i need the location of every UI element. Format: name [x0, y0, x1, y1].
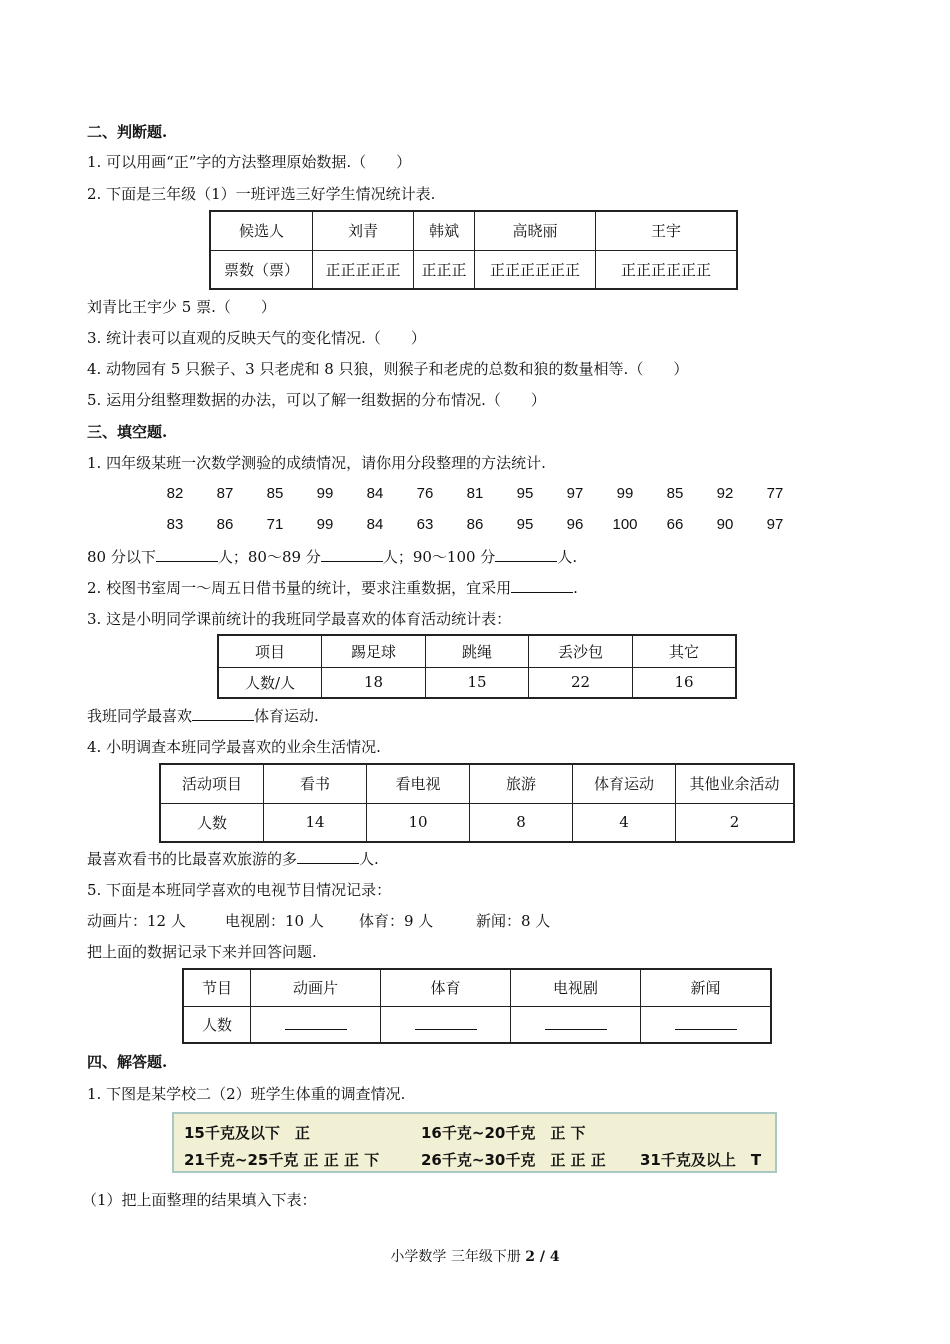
- score: 84: [366, 516, 384, 533]
- footer-text: 小学数学 三年级下册: [390, 1249, 526, 1265]
- table-cell: 正正正正正正: [475, 250, 596, 289]
- table-cell: 动画片: [251, 969, 381, 1006]
- section-3-title: 三、填空题.: [87, 423, 168, 441]
- table-cell: 22: [529, 667, 633, 698]
- score: 99: [316, 516, 334, 533]
- answer-blank[interactable]: [675, 1015, 737, 1030]
- score: 100: [612, 516, 638, 533]
- question-3-1-fill: [87, 547, 577, 567]
- answer-blank[interactable]: [545, 1015, 607, 1030]
- table-cell: 旅游: [470, 764, 573, 803]
- scores-row-1: [150, 485, 800, 502]
- table-cell: 4: [573, 803, 676, 842]
- score: 86: [216, 516, 234, 533]
- table-cell: 10: [367, 803, 470, 842]
- table-cell: 正正正正正正: [596, 250, 738, 289]
- score: 86: [466, 516, 484, 533]
- table-cell: 16: [633, 667, 737, 698]
- fill-text: 人.: [557, 548, 578, 566]
- table-cell: 体育运动: [573, 764, 676, 803]
- tally-item: 31千克及以上 T: [640, 1151, 762, 1169]
- score: 85: [666, 485, 684, 502]
- table-cell: 人数/人: [218, 667, 322, 698]
- answer-blank[interactable]: [156, 547, 218, 562]
- scores-row-2: [150, 516, 800, 533]
- score: 97: [766, 516, 784, 533]
- table-cell: 候选人: [210, 211, 313, 250]
- hobby-table: [159, 763, 795, 843]
- candidate-vote-table: [209, 210, 738, 290]
- score: 85: [266, 485, 284, 502]
- score: 99: [616, 485, 634, 502]
- table-cell: 14: [264, 803, 367, 842]
- score: 90: [716, 516, 734, 533]
- answer-blank[interactable]: [297, 849, 359, 864]
- answer-cell[interactable]: [251, 1006, 381, 1043]
- table-cell: 电视剧: [511, 969, 641, 1006]
- question-3-3: 3. 这是小明同学课前统计的我班同学最喜欢的体育活动统计表：: [87, 610, 512, 628]
- score: 96: [566, 516, 584, 533]
- table-cell: 人数: [160, 803, 264, 842]
- fill-text: 人.: [359, 850, 379, 868]
- table-cell: 王宇: [596, 211, 738, 250]
- sports-table: [217, 634, 737, 699]
- fill-text: 体育运动.: [254, 707, 319, 725]
- answer-cell[interactable]: [641, 1006, 772, 1043]
- table-cell: 其他业余活动: [676, 764, 795, 803]
- fill-text: .: [573, 579, 578, 597]
- question-2-1: 1. 可以用画“正”字的方法整理原始数据.（ ）: [87, 153, 412, 171]
- table-cell: 踢足球: [322, 635, 426, 667]
- answer-blank[interactable]: [285, 1015, 347, 1030]
- record-item: 新闻：8 人: [476, 912, 551, 930]
- table-cell: 18: [322, 667, 426, 698]
- tv-program-table: [182, 968, 772, 1044]
- answer-cell[interactable]: [381, 1006, 511, 1043]
- score: 84: [366, 485, 384, 502]
- question-3-2: [87, 578, 578, 598]
- table-cell: 活动项目: [160, 764, 264, 803]
- score: 92: [716, 485, 734, 502]
- fill-text: 80 分以下: [87, 548, 156, 566]
- tally-item: 15千克及以下 正: [184, 1124, 310, 1142]
- score: 77: [766, 485, 784, 502]
- table-cell: 2: [676, 803, 795, 842]
- score: 76: [416, 485, 434, 502]
- table-cell: 人数: [183, 1006, 251, 1043]
- score: 95: [516, 516, 534, 533]
- question-3-5-instruction: 把上面的数据记录下来并回答问题.: [87, 943, 317, 961]
- answer-blank[interactable]: [321, 547, 383, 562]
- answer-blank[interactable]: [192, 706, 254, 721]
- table-cell: 新闻: [641, 969, 772, 1006]
- score: 82: [166, 485, 184, 502]
- question-3-4: 4. 小明调查本班同学最喜欢的业余生活情况.: [87, 738, 381, 756]
- section-4-title: 四、解答题.: [87, 1053, 168, 1071]
- score: 87: [216, 485, 234, 502]
- question-2-3: 3. 统计表可以直观的反映天气的变化情况.（ ）: [87, 329, 426, 347]
- table-cell: 看书: [264, 764, 367, 803]
- fill-text: 人；80～89 分: [217, 548, 321, 566]
- fill-text: 人；90～100 分: [382, 548, 496, 566]
- table-cell: 正正正: [414, 250, 475, 289]
- question-2-2-statement: 刘青比王宇少 5 票.（ ）: [87, 298, 276, 316]
- table-cell: 韩斌: [414, 211, 475, 250]
- table-cell: 高晓丽: [475, 211, 596, 250]
- question-4-1-sub-1: （1）把上面整理的结果填入下表：: [82, 1191, 317, 1209]
- table-cell: 跳绳: [426, 635, 529, 667]
- table-cell: 丢沙包: [529, 635, 633, 667]
- table-cell: 节目: [183, 969, 251, 1006]
- question-2-5: 5. 运用分组整理数据的办法，可以了解一组数据的分布情况.（ ）: [87, 391, 546, 409]
- score: 71: [266, 516, 284, 533]
- fill-text: 2. 校图书室周一～周五日借书量的统计，要求注重数据，宜采用: [87, 579, 512, 597]
- table-cell: 正正正正正: [313, 250, 414, 289]
- score: 66: [666, 516, 684, 533]
- table-cell: 看电视: [367, 764, 470, 803]
- answer-blank[interactable]: [511, 578, 573, 593]
- fill-text: 我班同学最喜欢: [87, 707, 193, 725]
- page-footer: [0, 1246, 950, 1266]
- question-3-1: 1. 四年级某班一次数学测验的成绩情况，请你用分段整理的方法统计.: [87, 454, 546, 472]
- weight-tally-image: [172, 1112, 777, 1173]
- tally-item: 21千克~25千克 正 正 正 下: [184, 1151, 380, 1169]
- record-item: 体育：9 人: [359, 912, 434, 930]
- table-cell: 刘青: [313, 211, 414, 250]
- score: 63: [416, 516, 434, 533]
- page-number: 2 / 4: [525, 1249, 560, 1265]
- question-2-4: 4. 动物园有 5 只猴子、3 只老虎和 8 只狼，则猴子和老虎的总数和狼的数量相等.（ ）: [87, 360, 689, 378]
- tally-item: 16千克~20千克 正 下: [421, 1124, 586, 1142]
- question-3-5: 5. 下面是本班同学喜欢的电视节目情况记录：: [87, 881, 392, 899]
- table-cell: 8: [470, 803, 573, 842]
- table-cell: 其它: [633, 635, 737, 667]
- score: 95: [516, 485, 534, 502]
- question-3-3-fill: [87, 706, 319, 726]
- record-item: 动画片：12 人: [87, 912, 186, 930]
- table-cell: 票数（票）: [210, 250, 313, 289]
- score: 83: [166, 516, 184, 533]
- score: 81: [466, 485, 484, 502]
- question-2-2: 2. 下面是三年级（1）一班评选三好学生情况统计表.: [87, 185, 436, 203]
- score: 99: [316, 485, 334, 502]
- table-cell: 15: [426, 667, 529, 698]
- answer-blank[interactable]: [415, 1015, 477, 1030]
- question-4-1: 1. 下图是某学校二（2）班学生体重的调查情况.: [87, 1085, 406, 1103]
- fill-text: 最喜欢看书的比最喜欢旅游的多: [87, 850, 298, 868]
- answer-cell[interactable]: [511, 1006, 641, 1043]
- question-3-4-fill: [87, 849, 379, 869]
- table-cell: 体育: [381, 969, 511, 1006]
- score: 97: [566, 485, 584, 502]
- record-item: 电视剧：10 人: [225, 912, 324, 930]
- answer-blank[interactable]: [495, 547, 557, 562]
- section-2-title: 二、判断题.: [87, 123, 168, 141]
- table-cell: 项目: [218, 635, 322, 667]
- tally-item: 26千克~30千克 正 正 正: [421, 1151, 606, 1169]
